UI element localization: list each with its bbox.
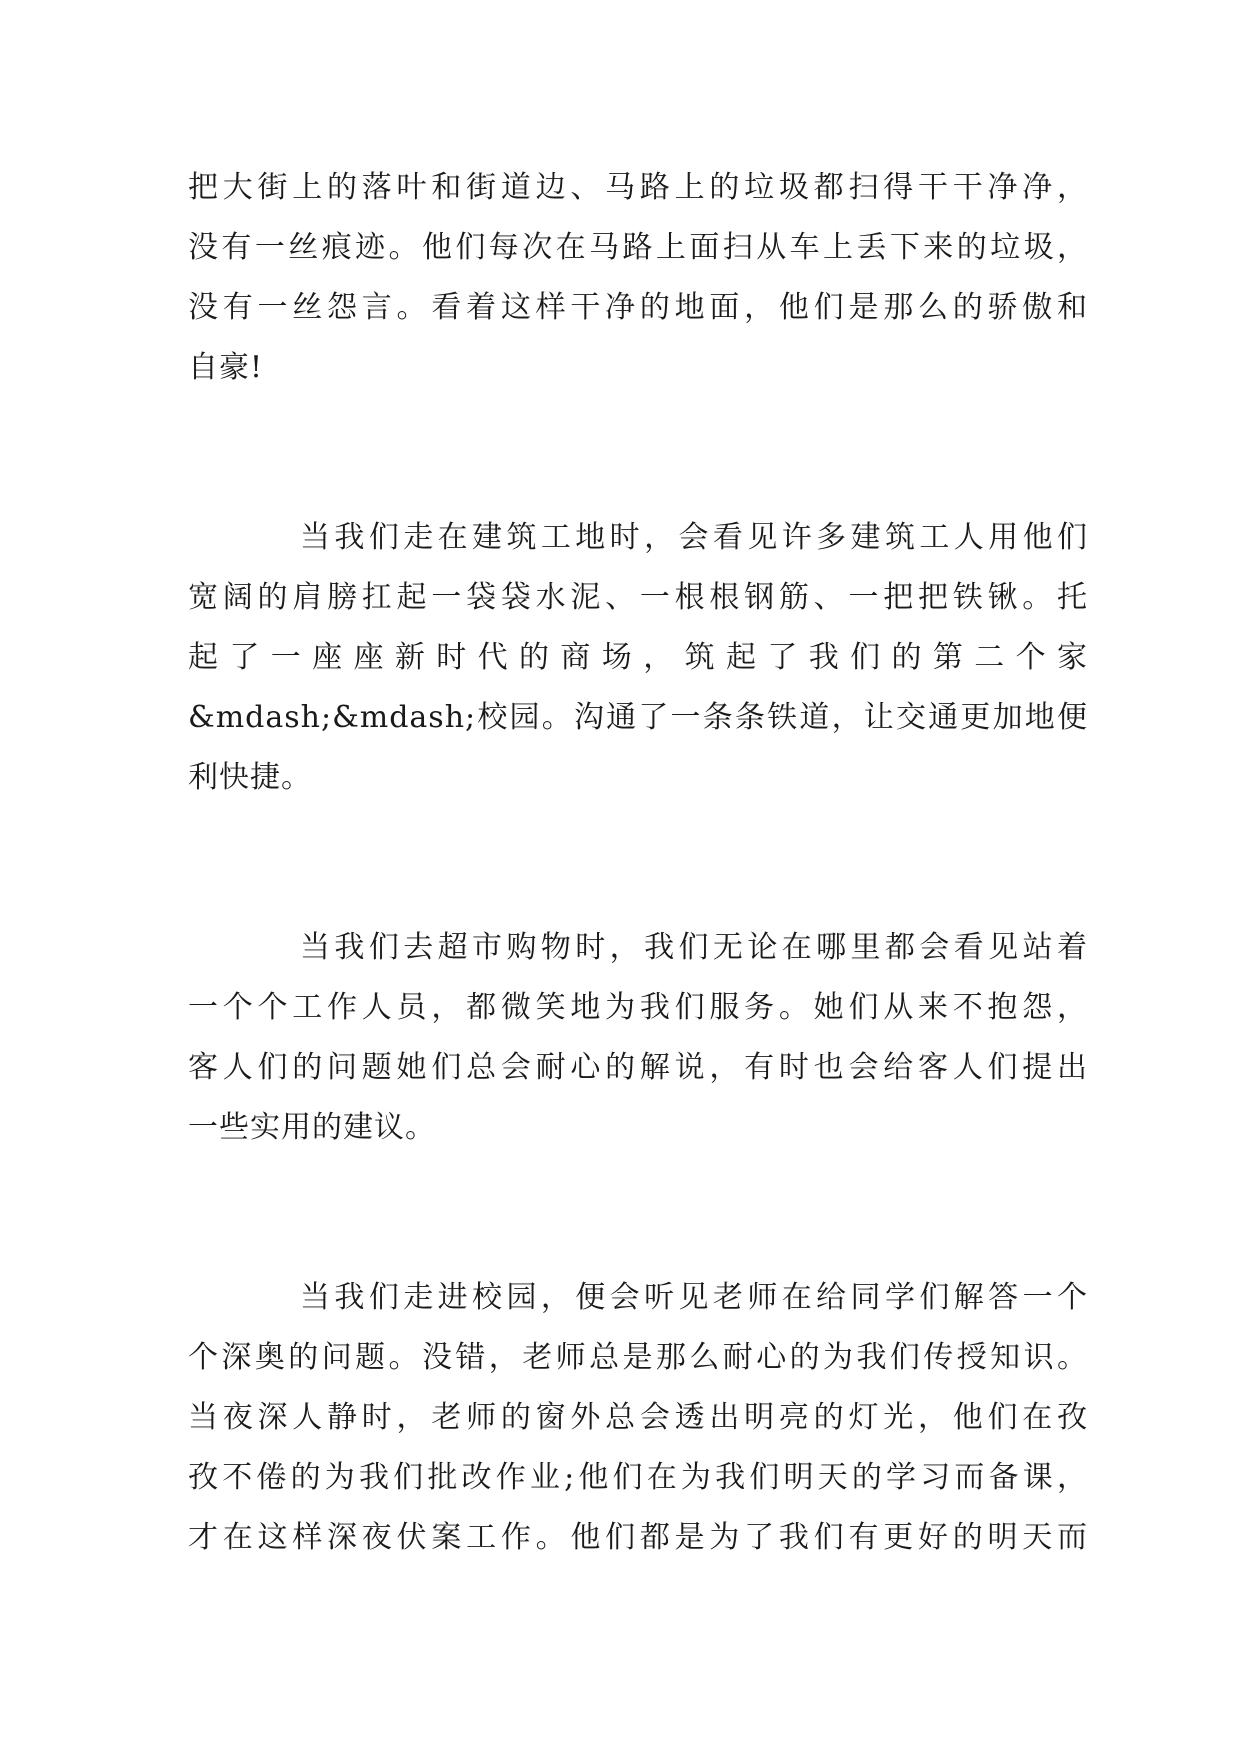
text-line: 没有一丝痕迹。他们每次在马路上面扫从车上丢下来的垃圾，	[188, 230, 1088, 265]
text-line: 一些实用的建议。	[188, 1110, 436, 1145]
text-line: 当我们走在建筑工地时，会看见许多建筑工人用他们	[300, 520, 1088, 555]
paragraph-teachers	[188, 1268, 1088, 1568]
text-line: 当我们走进校园，便会听见老师在给同学们解答一个	[300, 1280, 1088, 1315]
paragraph-street-cleaners	[188, 158, 1088, 398]
text-line: 个深奥的问题。没错，老师总是那么耐心的为我们传授知识。	[188, 1340, 1088, 1375]
text-line: 利快捷。	[188, 760, 312, 795]
text-line: 宽阔的肩膀扛起一袋袋水泥、一根根钢筋、一把把铁锹。托	[188, 580, 1088, 615]
paragraph-construction-workers	[188, 508, 1088, 808]
text-line: 自豪!	[188, 350, 264, 385]
text-line: 没有一丝怨言。看着这样干净的地面，他们是那么的骄傲和	[188, 290, 1088, 325]
text-line: &mdash;&mdash;校园。沟通了一条条铁道，让交通更加地便	[188, 700, 1088, 735]
text-line: 起了一座座新时代的商场，筑起了我们的第二个家	[188, 640, 1088, 675]
paragraph-supermarket-staff	[188, 918, 1088, 1158]
text-line: 孜不倦的为我们批改作业;他们在为我们明天的学习而备课，	[188, 1460, 1088, 1495]
text-line: 把大街上的落叶和街道边、马路上的垃圾都扫得干干净净，	[188, 170, 1088, 205]
text-line: 一个个工作人员，都微笑地为我们服务。她们从来不抱怨，	[188, 990, 1088, 1025]
text-line: 才在这样深夜伏案工作。他们都是为了我们有更好的明天而	[188, 1520, 1088, 1555]
text-line: 当夜深人静时，老师的窗外总会透出明亮的灯光，他们在孜	[188, 1400, 1088, 1435]
text-line: 当我们去超市购物时，我们无论在哪里都会看见站着	[300, 930, 1088, 965]
text-line: 客人们的问题她们总会耐心的解说，有时也会给客人们提出	[188, 1050, 1088, 1085]
